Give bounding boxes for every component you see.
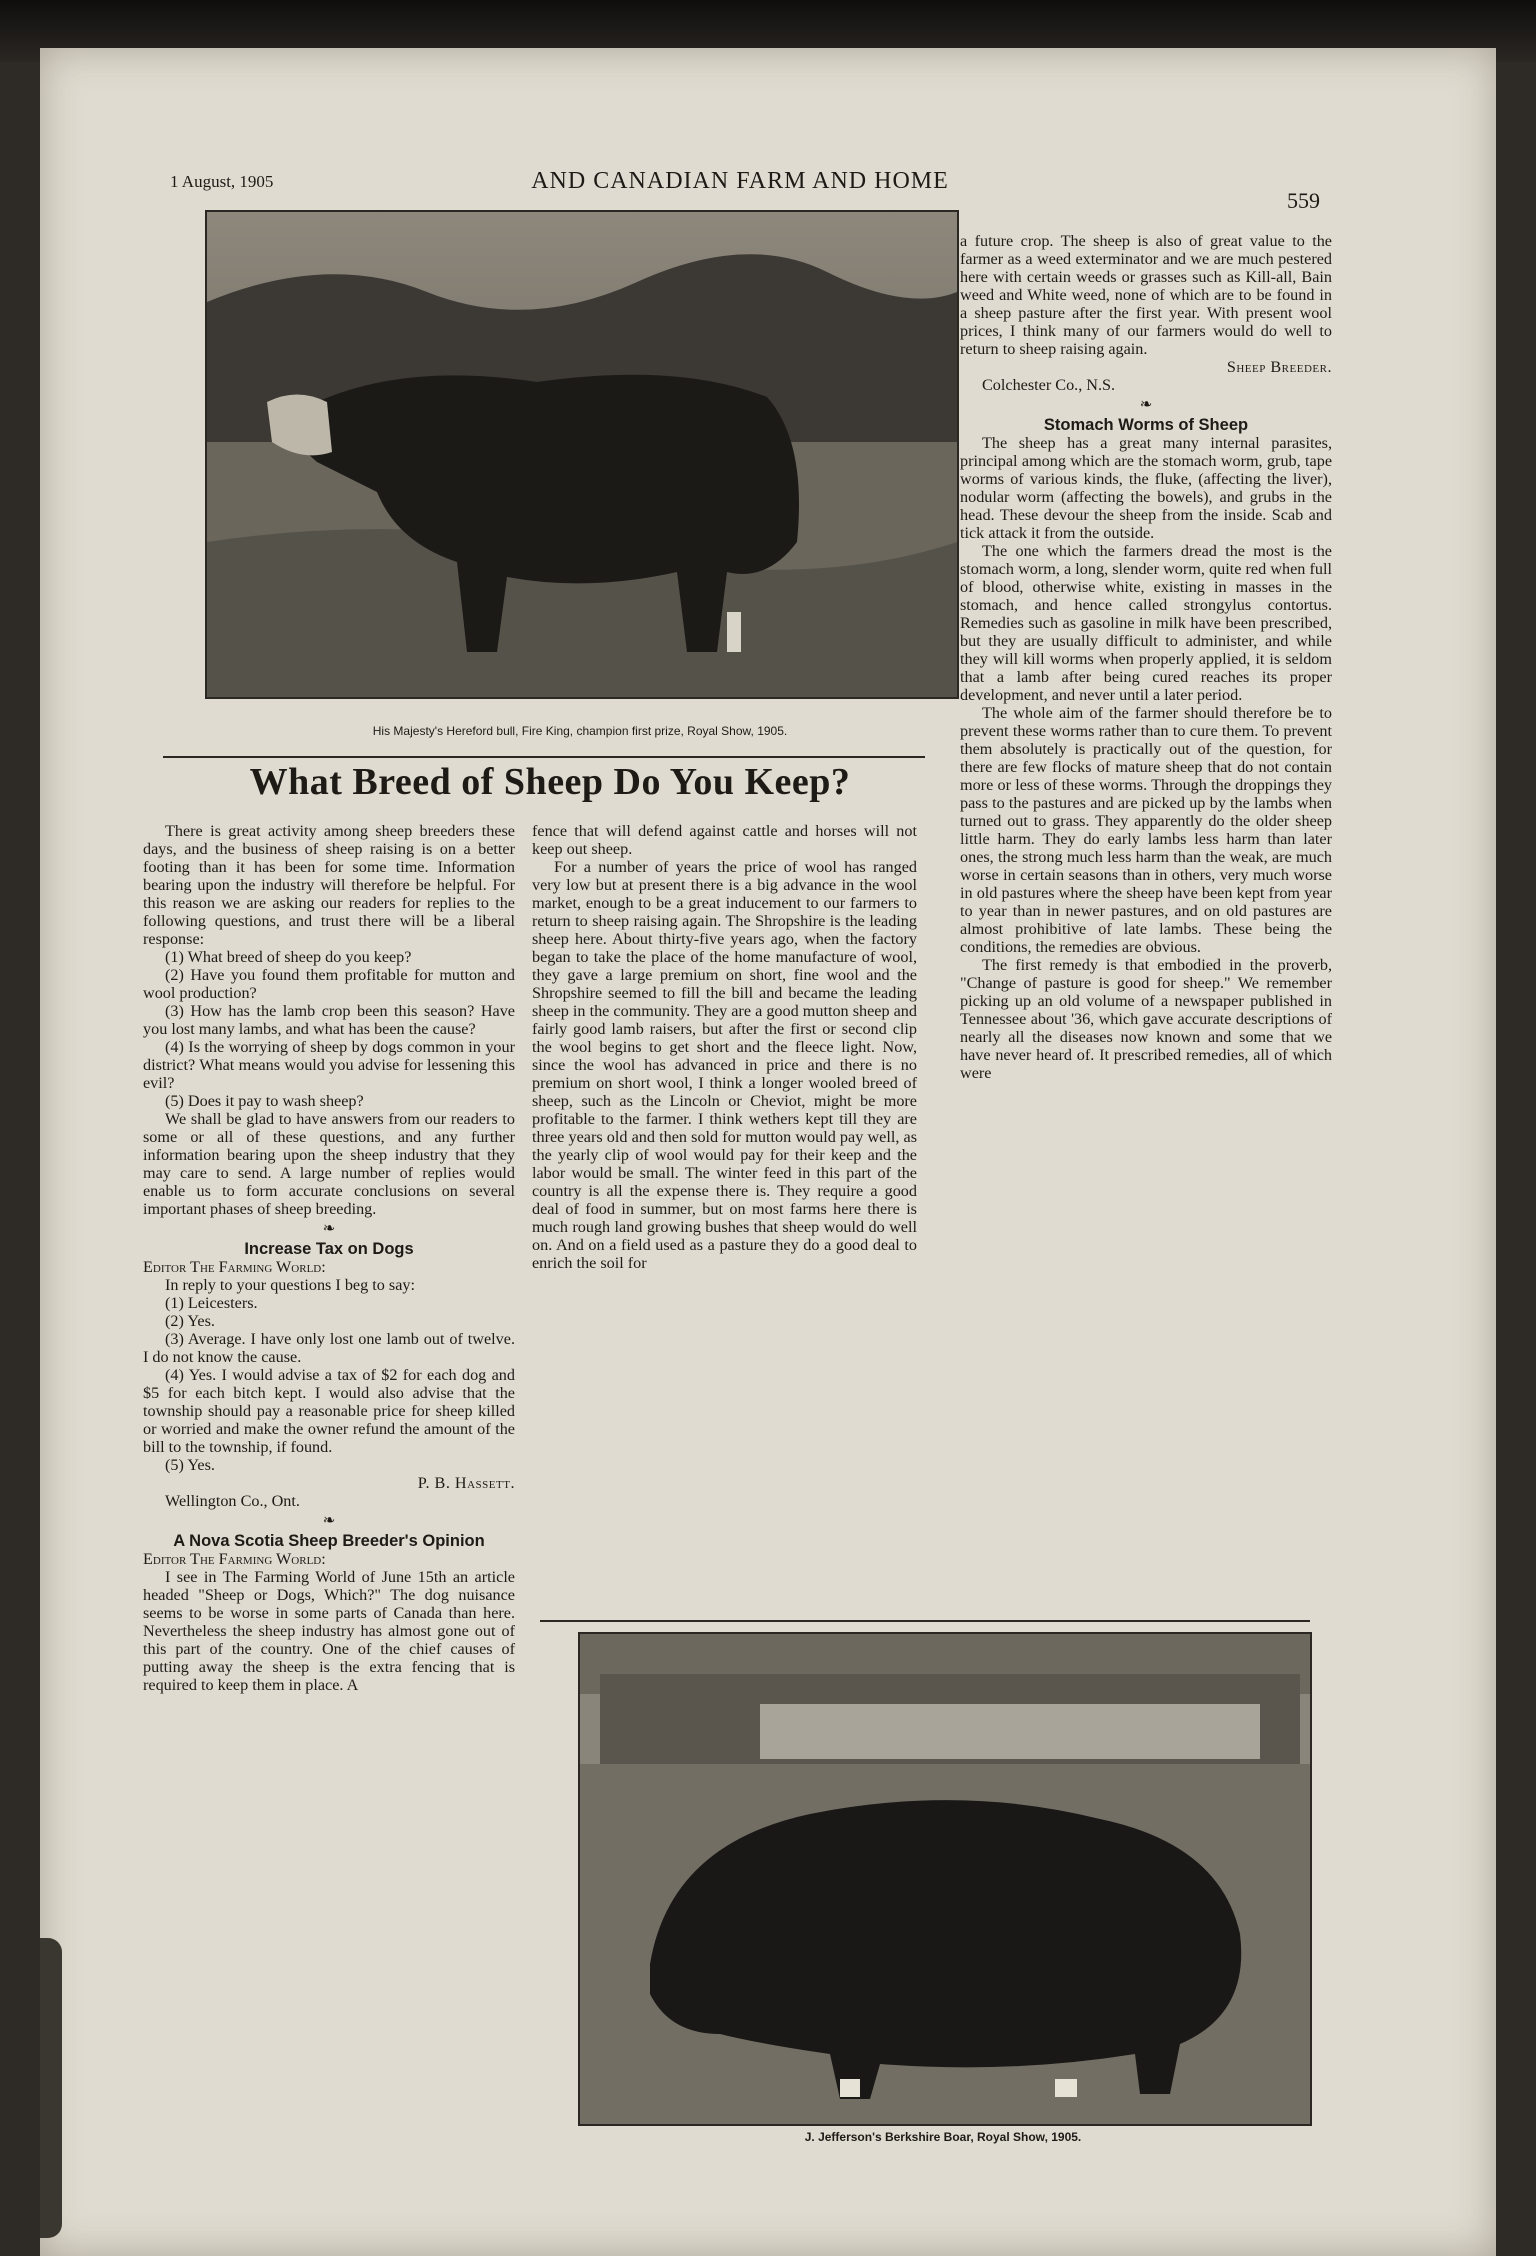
letter1-signature: P. B. Hassett. <box>417 1474 515 1492</box>
letter1-para: (1) Leicesters. <box>165 1294 258 1312</box>
article3-para: The one which the farmers dread the most is the stomach worm, a long, slender worm, quite red when full of blood, otherwise white, existing in masses in the stomach, and hence called strongylus contortus. Remedies such as gasoline in milk have been prescribed, but they are usually difficult to administer, and while they will kill worms when properly applied, it is seldom that a lamb after being cured reaches its proper development, and never until a later period. <box>960 542 1332 704</box>
intro-paragraph: There is great activity among sheep breeders these days, and the business of sheep raising is on a better footing than it has been for some time. Information bearing upon the industry will therefore be helpful. For this reason we are asking our readers for replies to the following questions, and trust there will be a liberal response: <box>143 822 515 948</box>
photo-rule <box>540 1620 1310 1622</box>
column-2 <box>532 822 917 1272</box>
boar-photo <box>578 1632 1312 2126</box>
letter2-title: A Nova Scotia Sheep Breeder's Opinion <box>173 1532 485 1550</box>
ornament-icon: ❧ <box>1139 397 1153 413</box>
torn-edge <box>40 1938 62 2238</box>
article3-para: The sheep has a great many internal parasites, principal among which are the stomach worm, grub, tape worms of various kinds, the fluke, (affecting the liver), nodular worm (affecting the bowels), and grubs in the head. These devour the sheep from the inside. Scab and tick attack it from the outside. <box>960 434 1332 542</box>
letter2-editor-line: Editor The Farming World: <box>143 1550 326 1568</box>
column-1 <box>143 822 515 1694</box>
question-2: (2) Have you found them profitable for mutton and wool production? <box>143 966 515 1002</box>
article3-para: The first remedy is that embodied in the proverb, "Change of pasture is good for sheep." We remember picking up an old volume of a newspaper published in Tennessee about '36, which gave accurate descriptions of nearly all the diseases now known and some that we have never heard of. It prescribed remedies, all of which were <box>960 956 1332 1082</box>
article3-title: Stomach Worms of Sheep <box>1043 416 1249 434</box>
question-5: (5) Does it pay to wash sheep? <box>165 1092 364 1110</box>
question-4: (4) Is the worrying of sheep by dogs common in your district? What means would you advise for lessening this evil? <box>143 1038 515 1092</box>
letter1-para: In reply to your questions I beg to say: <box>165 1276 415 1294</box>
letter2-signature: Sheep Breeder. <box>1226 358 1332 376</box>
letter2-para: I see in The Farming World of June 15th an article headed "Sheep or Dogs, Which?" The dog nuisance seems to be worse in some parts of Canada than here. Nevertheless the sheep industry has almost gone out of this part of the country. One of the chief causes of putting away the sheep is the extra fencing that is required to keep them in place. A <box>143 1568 515 1694</box>
question-3: (3) How has the lamb crop been this season? Have you lost many lambs, and what has been the cause? <box>143 1002 515 1038</box>
headline-rule <box>163 756 925 758</box>
question-1: (1) What breed of sheep do you keep? <box>165 948 412 966</box>
article3-para: The whole aim of the farmer should therefore be to prevent these worms rather than to cure them. To prevent them absolutely is practically out of the question, for there are few flocks of mature sheep that do not contain more or less of these worms. Through the droppings they pass to the pastures and are picked up by the lambs when turned out to grass. They apparently do the older sheep little harm. They do early lambs less harm than later ones, the strong much less harm than the weak, are much worse in certain seasons than in others, very much worse in old pastures where the sheep have been kept from year to year than in newer pastures, and on old pastures are almost prohibitive of late lambs. These being the conditions, the remedies are obvious. <box>960 704 1332 956</box>
letter2-location: Colchester Co., N.S. <box>982 376 1116 394</box>
ornament-icon: ❧ <box>322 1513 336 1529</box>
bull-photo <box>205 210 959 699</box>
page-number: 559 <box>1287 188 1320 213</box>
letter1-para: (5) Yes. <box>165 1456 215 1474</box>
bull-caption: His Majesty's Hereford bull, Fire King, champion first prize, Royal Show, 1905. <box>372 724 788 738</box>
page-header <box>150 168 1320 213</box>
letter1-location: Wellington Co., Ont. <box>165 1492 300 1510</box>
letter1-para: (3) Average. I have only lost one lamb out of twelve. I do not know the cause. <box>143 1330 515 1366</box>
article-headline: What Breed of Sheep Do You Keep? <box>249 761 851 803</box>
letter2-continued: a future crop. The sheep is also of great value to the farmer as a weed exterminator and we are much pestered here with certain weeds or grasses such as Kill-all, Bain weed and White weed, none of which are to be found in a sheep pasture after the first year. With present wool prices, I think many of our farmers would do well to return to sheep raising again. <box>960 232 1332 358</box>
publication-title: AND CANADIAN FARM AND HOME <box>531 168 949 194</box>
letter1-editor-line: Editor The Farming World: <box>143 1258 326 1276</box>
letter2-para: For a number of years the price of wool has ranged very low but at present there is a big advance in the wool market, enough to be a great inducement to our farmers to return to sheep raising again. The Shropshire is the leading sheep here. About thirty-five years ago, when the factory began to take the place of the home manufacture of wool, they gave a large premium on short, fine wool and the Shropshire seemed to fill the bill and became the leading sheep in the community. They are a good mutton sheep and fairly good lamb raisers, but after the first or second clip the wool begins to get short and the fleece light. Now, since the wool has advanced in price and there is no premium on short wool, I think a longer wooled breed of sheep, such as the Lincoln or Cheviot, might be more profitable to the farmer. I think wethers kept till they are three years old and then sold for mutton would pay well, as the yearly clip of wool would pay for their keep and the labor would be small. The winter feed in this part of the country is all the expense there is. They require a good deal of food in summer, but on most farms here there is much rough land growing bushes that sheep would do well on. And on a field used as a pasture they do a good deal to enrich the soil for <box>532 858 917 1272</box>
letter1-para: (4) Yes. I would advise a tax of $2 for each dog and $5 for each bitch kept. I would also advise that the township should pay a reasonable price for sheep killed or worried and make the owner refund the amount of the bill to the township, if found. <box>143 1366 515 1456</box>
ornament-icon: ❧ <box>322 1221 336 1237</box>
closing-paragraph: We shall be glad to have answers from our readers to some or all of these questions, and any further information bearing upon the sheep industry that they may care to send. A large number of replies would enable us to form accurate conclusions on several important phases of sheep breeding. <box>143 1110 515 1218</box>
issue-date: 1 August, 1905 <box>170 172 274 191</box>
letter1-title: Increase Tax on Dogs <box>244 1240 414 1258</box>
column-3 <box>960 232 1332 1082</box>
letter2-continued: fence that will defend against cattle and horses will not keep out sheep. <box>532 822 917 858</box>
boar-caption: J. Jefferson's Berkshire Boar, Royal Show, 1905. <box>804 2130 1082 2144</box>
letter1-para: (2) Yes. <box>165 1312 215 1330</box>
